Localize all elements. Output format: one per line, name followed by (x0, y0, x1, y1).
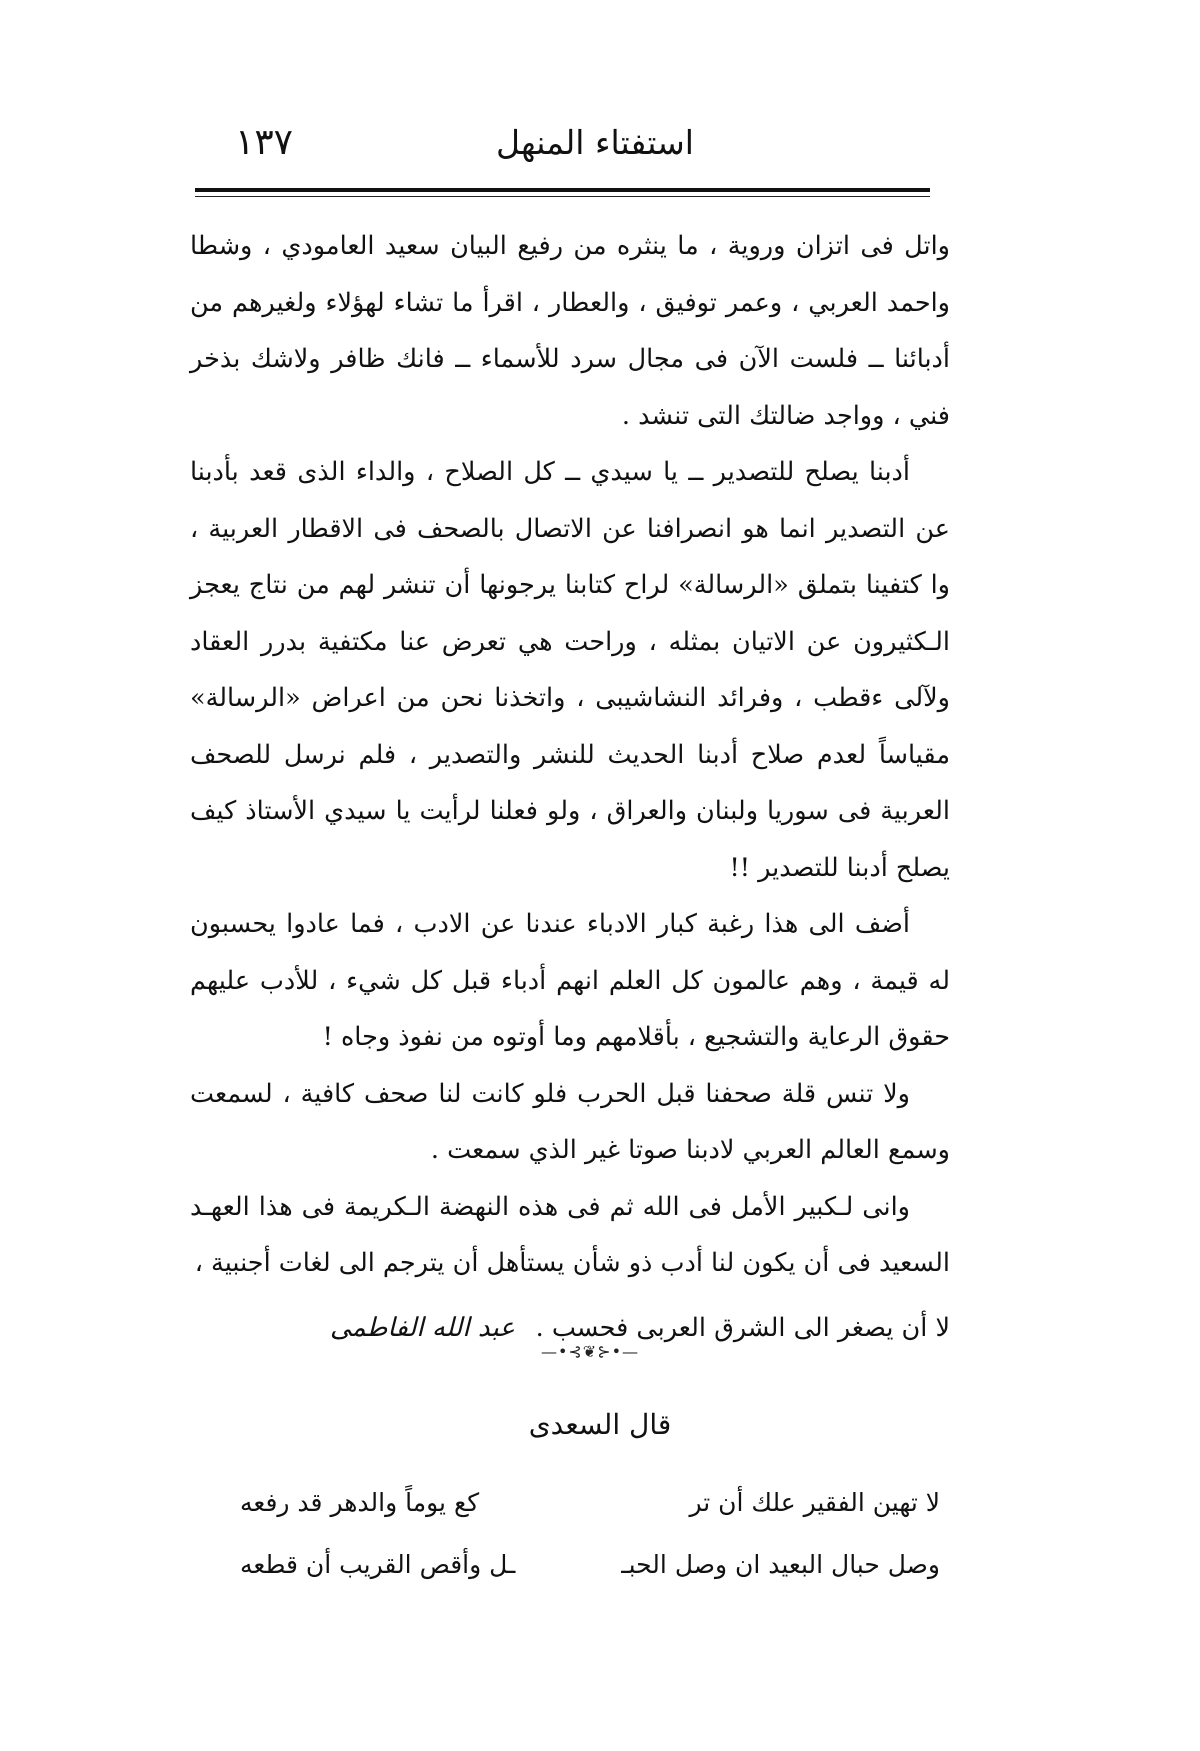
verse-second-hemistich: كع يوماً والدهر قد رفعه (240, 1488, 480, 1517)
verse-first-hemistich: وصل حبال البعيد ان وصل الحبـ (621, 1550, 940, 1579)
paragraph: واتل فى اتزان وروية ، ما ينثره من رفيع البيان سعيد العامودي ، وشطا واحمد العربي ، وعمر توفيق ، والعطار ، اقرأ ما تشاء لهؤلاء ولغيرهم من أدبائنا ــ فلست الآن فى مجال سرد للأسماء ــ فانك ظافر ولاشك بذخر فني ، وواجد ضالتك التى تنشد . (190, 231, 950, 431)
running-header (195, 118, 995, 178)
verse-second-hemistich: ـل وأقص القريب أن قطعه (240, 1550, 516, 1579)
paragraph: أضف الى هذا رغبة كبار الادباء عندنا عن الادب ، فما عادوا يحسبون له قيمة ، وهم عالمون كل العلم انهم أدباء قبل كل شيء ، للأدب عليهم حقوق الرعاية والتشجيع ، بأقلامهم وما أوتوه من نفوذ وجاه ! (190, 909, 950, 1052)
author-signature: عبد الله الفاطمى (330, 1313, 515, 1343)
page-number: ١٣٧ (235, 122, 294, 163)
poem-title: قال السعدى (528, 1408, 672, 1441)
header-rule-thin (195, 196, 930, 197)
header-rule (195, 188, 930, 192)
verse-first-hemistich: لا تهين الفقير علك أن تر (689, 1488, 940, 1517)
paragraph: أدبنا يصلح للتصدير ــ يا سيدي ــ كل الصلاح ، والداء الذى قعد بأدبنا عن التصدير انما هو انصرافنا عن الاتصال بالصحف فى الاقطار العربية ، وا كتفينا بتملق «الرسالة» لراح كتابنا يرجونها أن تنشر لهم من نتاج يعجز الـكثيرون عن الاتيان بمثله ، وراحت هي تعرض عنا مكتفية بدرر العقاد ولآلى ءقطب ، وفرائد النشاشيبى ، واتخذنا نحن من اعراض «الرسالة» مقياساً لعدم صلاح أدبنا الحديث للنشر والتصدير ، فلم نرسل للصحف العربية فى سوريا ولبنان والعراق ، ولو فعلنا لرأيت يا سيدي الأستاذ كيف يصلح أدبنا للتصدير !! (190, 457, 950, 883)
poem-verse (240, 1540, 940, 1590)
article-body (190, 218, 950, 1292)
poem-verse (240, 1478, 940, 1528)
paragraph: وانى لـكبير الأمل فى الله ثم فى هذه النهضة الـكريمة فى هذا العهـد السعيد فى أن يكون لنا أدب ذو شأن يستأهل أن يترجم الى لغات أجنبية ، (190, 1191, 950, 1278)
paragraph: ولا تنس قلة صحفنا قبل الحرب فلو كانت لنا صحف كافية ، لسمعت وسمع العالم العربي لادبنا صوتا غير الذي سمعت . (190, 1078, 950, 1165)
ornament-divider: —•⊰❦⊱•— (540, 1342, 640, 1361)
running-title: استفتاء المنهل (496, 123, 694, 162)
closing-text: لا أن يصغر الى الشرق العربى فحسب . (535, 1313, 950, 1343)
